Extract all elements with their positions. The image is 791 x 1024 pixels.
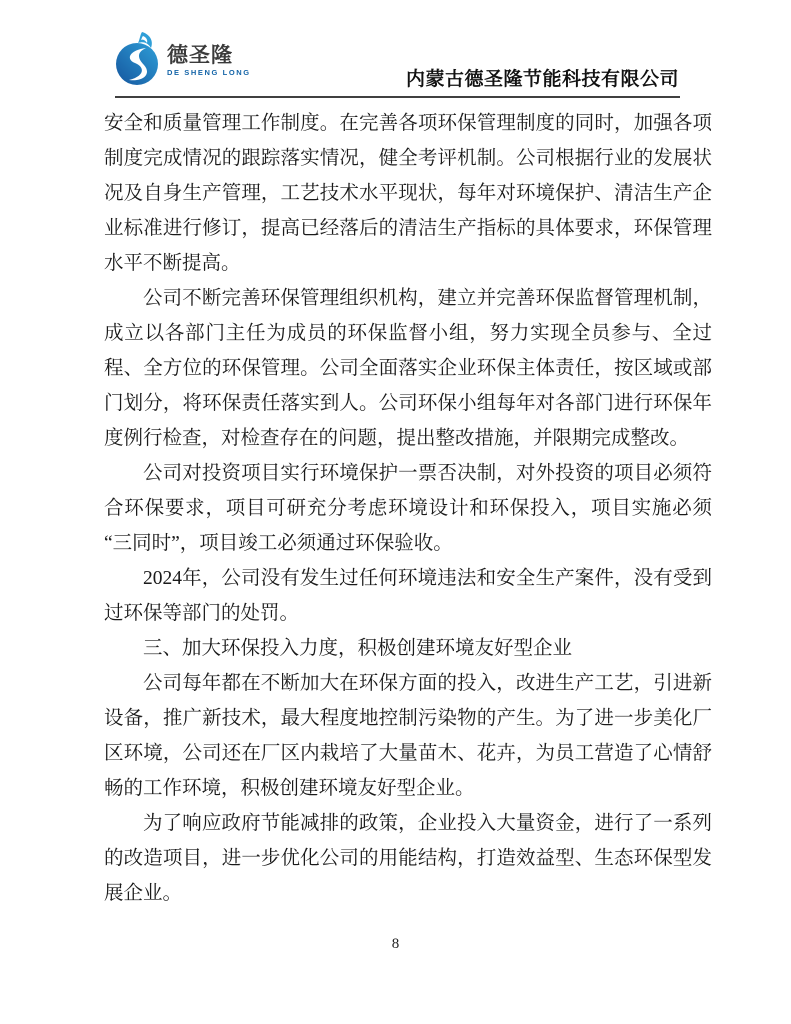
header-company-name: 内蒙古德圣隆节能科技有限公司 <box>405 69 679 90</box>
paragraph-continuation: 安全和质量管理工作制度。在完善各项环保管理制度的同时，加强各项制度完成情况的跟踪落实情况，健全考评机制。公司根据行业的发展状况及自身生产管理，工艺技术水平现状，每年对环境保护、清洁生产企业标准进行修订，提高已经落后的清洁生产指标的具体要求，环保管理水平不断提高。 <box>104 113 712 274</box>
company-logo <box>115 31 251 89</box>
page-number: 8 <box>391 936 400 952</box>
dragon-s-logo-icon <box>115 31 163 89</box>
logo-brand-chinese: 德圣隆 <box>167 44 233 67</box>
header-divider <box>115 96 680 98</box>
paragraph: 为了响应政府节能减排的政策，企业投入大量资金，进行了一系列的改造项目，进一步优化公司的用能结构，打造效益型、生态环保型发展企业。 <box>104 813 712 904</box>
document-body <box>104 106 712 911</box>
paragraph: 2024年，公司没有发生过任何环境违法和安全生产案件，没有受到过环保等部门的处罚。 <box>104 568 712 624</box>
paragraph: 公司每年都在不断加大在环保方面的投入，改进生产工艺，引进新设备，推广新技术，最大程度地控制污染物的产生。为了进一步美化厂区环境，公司还在厂区内栽培了大量苗木、花卉，为员工营造了心情舒畅的工作环境，积极创建环境友好型企业。 <box>104 673 712 799</box>
section-heading: 三、加大环保投入力度，积极创建环境友好型企业 <box>143 638 573 659</box>
paragraph: 公司不断完善环保管理组织机构，建立并完善环保监督管理机制，成立以各部门主任为成员的环保监督小组，努力实现全员参与、全过程、全方位的环保管理。公司全面落实企业环保主体责任，按区域或部门划分，将环保责任落实到人。公司环保小组每年对各部门进行环保年度例行检查，对检查存在的问题，提出整改措施，并限期完成整改。 <box>104 288 712 449</box>
logo-wordmark <box>167 31 251 78</box>
logo-brand-english: DE SHENG LONG <box>167 68 251 77</box>
paragraph: 公司对投资项目实行环境保护一票否决制，对外投资的项目必须符合环保要求，项目可研充分考虑环境设计和环保投入，项目实施必须“三同时”，项目竣工必须通过环保验收。 <box>104 463 712 554</box>
